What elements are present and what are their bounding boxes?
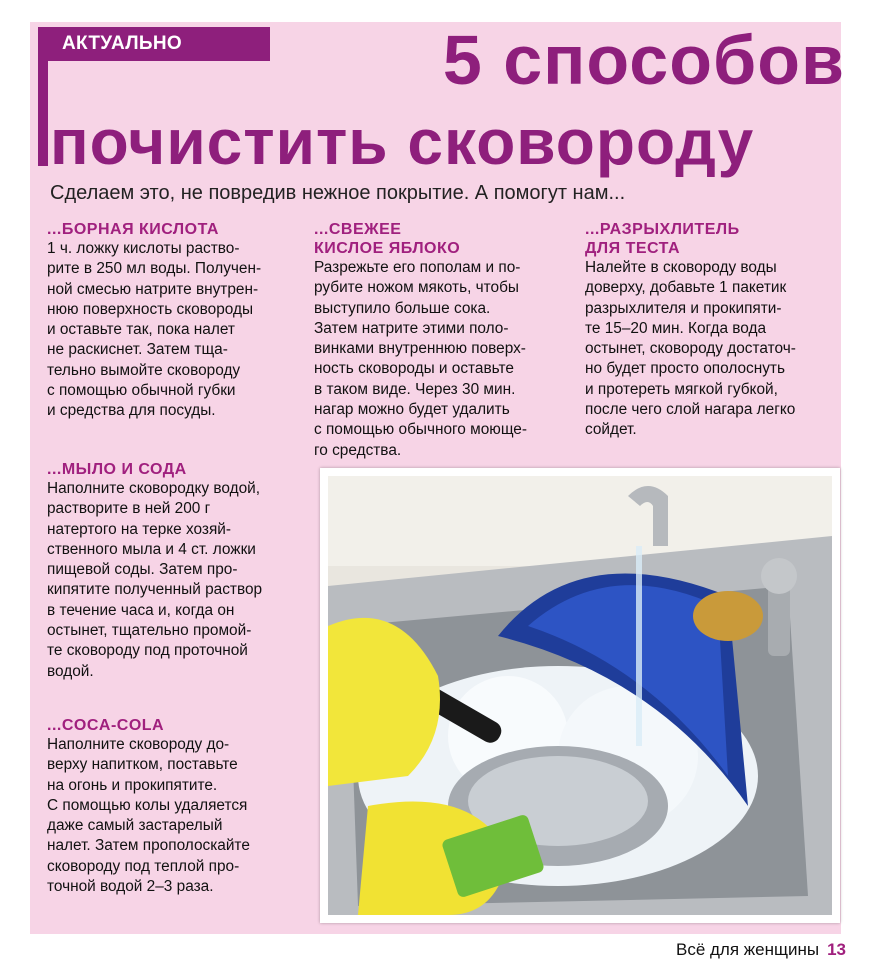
section-heading: ...COCA-COLA bbox=[47, 717, 165, 734]
section-text: Налейте в сковороду воды доверху, добавьте 1 пакетик разрыхлителя и прокипяти- те 15–20 мин. Когда вода остынет, сковороду достаточ- но будет просто ополоснуть и протереть мягкой губкой, после чего слой нагара легко сойдет. bbox=[585, 259, 796, 439]
page-title-line1: 5 способов bbox=[442, 21, 845, 99]
section-apple bbox=[314, 220, 569, 461]
section-boric-acid bbox=[47, 220, 297, 422]
section-baking-powder bbox=[585, 220, 835, 441]
section-text: 1 ч. ложку кислоты раство- рите в 250 мл воды. Получен- ной смесью натрите внутрен- нюю поверхность сковороды и оставьте так, пока налет не раскиснет. Затем тща- тельно вымойте сковороду с помощью обычной губки и средства для посуды. bbox=[47, 240, 262, 420]
page-title-line2: почистить сковороду bbox=[50, 106, 755, 178]
section-text: Наполните сковородку водой, растворите в ней 200 г натертого на терке хозяй- ственного мыла и 4 ст. ложки пищевой соды. Затем про- кипятите полученный раствор в течение часа и, когда он остынет, тщательно промой- те сковороду под проточной водой. bbox=[47, 480, 263, 680]
section-heading: ...РАЗРЫХЛИТЕЛЬ ДЛЯ ТЕСТА bbox=[585, 221, 740, 257]
page-footer bbox=[676, 940, 846, 960]
magazine-name: Всё для женщины bbox=[675, 940, 820, 959]
section-heading: ...БОРНАЯ КИСЛОТА bbox=[47, 221, 219, 238]
page-number: 13 bbox=[827, 940, 846, 959]
section-heading: ...МЫЛО И СОДА bbox=[47, 461, 187, 478]
section-tag: АКТУАЛЬНО bbox=[38, 27, 270, 61]
section-tag-bar bbox=[38, 61, 48, 166]
dishwashing-photo bbox=[320, 468, 840, 923]
sink-illustration bbox=[328, 476, 832, 915]
section-soap-soda bbox=[47, 460, 297, 682]
section-text: Наполните сковороду до- верху напитком, поставьте на огонь и прокипятите. С помощью колы удаляется даже самый застарелый налет. Затем прополоскайте сковороду под теплой про- точной водой 2–3 раза. bbox=[47, 736, 250, 896]
page-subtitle: Сделаем это, не повредив нежное покрытие. А помогут нам... bbox=[50, 182, 626, 204]
section-text: Разрежьте его пополам и по- рубите ножом мякоть, чтобы выступило больше сока. Затем натрите этими поло- винками внутреннюю поверх- ность сковороды и оставьте в таком виде. Через 30 мин. нагар можно будет удалить с помощью обычного моюще- го средства. bbox=[314, 259, 527, 459]
section-coca-cola bbox=[47, 716, 297, 897]
section-heading: ...СВЕЖЕЕ КИСЛОЕ ЯБЛОКО bbox=[314, 221, 461, 257]
